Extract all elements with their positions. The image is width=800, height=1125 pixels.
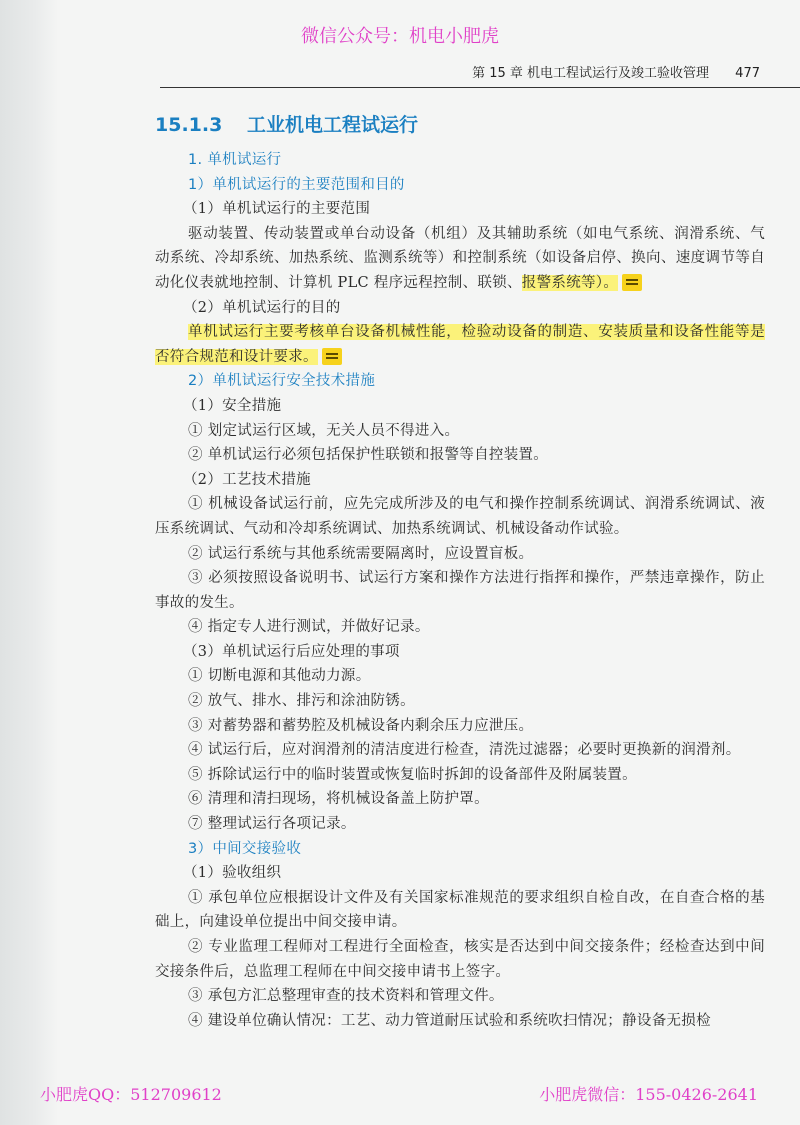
section-number: 15.1.3 [155,114,223,136]
header-rule [160,87,800,88]
heading-1-2: 2）单机试运行安全技术措施 [188,373,376,390]
paragraph [155,222,765,296]
section-title: 工业机电工程试运行 [246,114,418,136]
highlighted-text: 报警系统等）。 [521,274,619,291]
subheading: （1）单机试运行的主要范围 [183,201,371,218]
list-item: ③ 对蓄势器和蓄势腔及机械设备内剩余压力应泄压。 [188,717,534,734]
list-item: ④ 试运行后，应对润滑剂的清洁度进行检查，清洗过滤器；必要时更换新的润滑剂。 [188,742,741,759]
page-binding-shadow [0,0,58,1125]
note-comment-icon[interactable] [622,274,642,291]
list-item: ① 承包单位应根据设计文件及有关国家标准规范的要求组织自检自改，在自查合格的基础上，向建设单位提出中间交接申请。 [155,889,765,931]
subheading: （2）工艺技术措施 [183,471,311,488]
list-item: ② 试运行系统与其他系统需要隔离时，应设置盲板。 [188,545,534,562]
list-item: ② 放气、排水、排污和涂油防锈。 [188,693,415,710]
running-header [472,62,760,81]
watermark-top: 微信公众号：机电小肥虎 [301,26,499,47]
list-item: ① 划定试运行区域，无关人员不得进入。 [188,422,460,439]
page-number: 477 [735,66,760,81]
subheading: （1）验收组织 [183,865,282,882]
heading-1: 1. 单机试运行 [188,152,282,168]
list-item: ③ 承包方汇总整理审查的技术资料和管理文件。 [188,988,504,1005]
list-item: ⑤ 拆除试运行中的临时装置或恢复临时拆卸的设备部件及附属装置。 [188,766,637,783]
paragraph-text: 驱动装置、传动装置或单台动设备（机组）及其辅助系统（如电气系统、润滑系统、气动系统、冷却系统、加热系统、监测系统等）和控制系统（如设备启停、换向、速度调节等自动化仪表就地控制、计算机 PLC 程序远程控制、联锁、 [155,225,765,291]
list-item: ② 单机试运行必须包括保护性联锁和报警等自控装置。 [188,447,549,464]
heading-1-1: 1）单机试运行的主要范围和目的 [188,176,405,193]
watermark-bottom-left: 小肥虎QQ：512709612 [40,1085,222,1104]
subheading: （3）单机试运行后应处理的事项 [183,643,400,660]
note-comment-icon[interactable] [322,348,342,365]
watermark-bottom-right: 小肥虎微信：155-0426-2641 [539,1085,758,1104]
list-item: ① 切断电源和其他动力源。 [188,668,371,685]
paragraph [155,320,765,369]
subheading: （1）安全措施 [183,397,282,414]
section-heading [155,110,418,137]
list-item: ④ 指定专人进行测试，并做好记录。 [188,619,430,636]
list-item: ② 专业监理工程师对工程进行全面检查，核实是否达到中间交接条件；经检查达到中间交接条件后，总监理工程师在中间交接申请书上签字。 [155,939,765,980]
subheading: （2）单机试运行的目的 [183,299,341,316]
list-item: ① 机械设备试运行前，应先完成所涉及的电气和操作控制系统调试、润滑系统调试、液压系统调试、气动和冷却系统调试、加热系统调试、机械设备动作试验。 [155,496,765,537]
list-item: ⑦ 整理试运行各项记录。 [188,816,356,833]
heading-1-3: 3）中间交接验收 [188,840,302,857]
list-item: ⑥ 清理和清扫现场，将机械设备盖上防护罩。 [188,791,489,808]
body-content [155,148,765,1033]
chapter-title: 第 15 章 机电工程试运行及竣工验收管理 [472,66,710,81]
highlighted-text: 单机试运行主要考核单台设备机械性能，检验动设备的制造、安装质量和设备性能等是否符合规范和设计要求。 [155,324,765,365]
list-item: ④ 建设单位确认情况：工艺、动力管道耐压试验和系统吹扫情况；静设备无损检 [188,1012,711,1029]
list-item: ③ 必须按照设备说明书、试运行方案和操作方法进行指挥和操作，严禁违章操作，防止事故的发生。 [155,570,765,611]
